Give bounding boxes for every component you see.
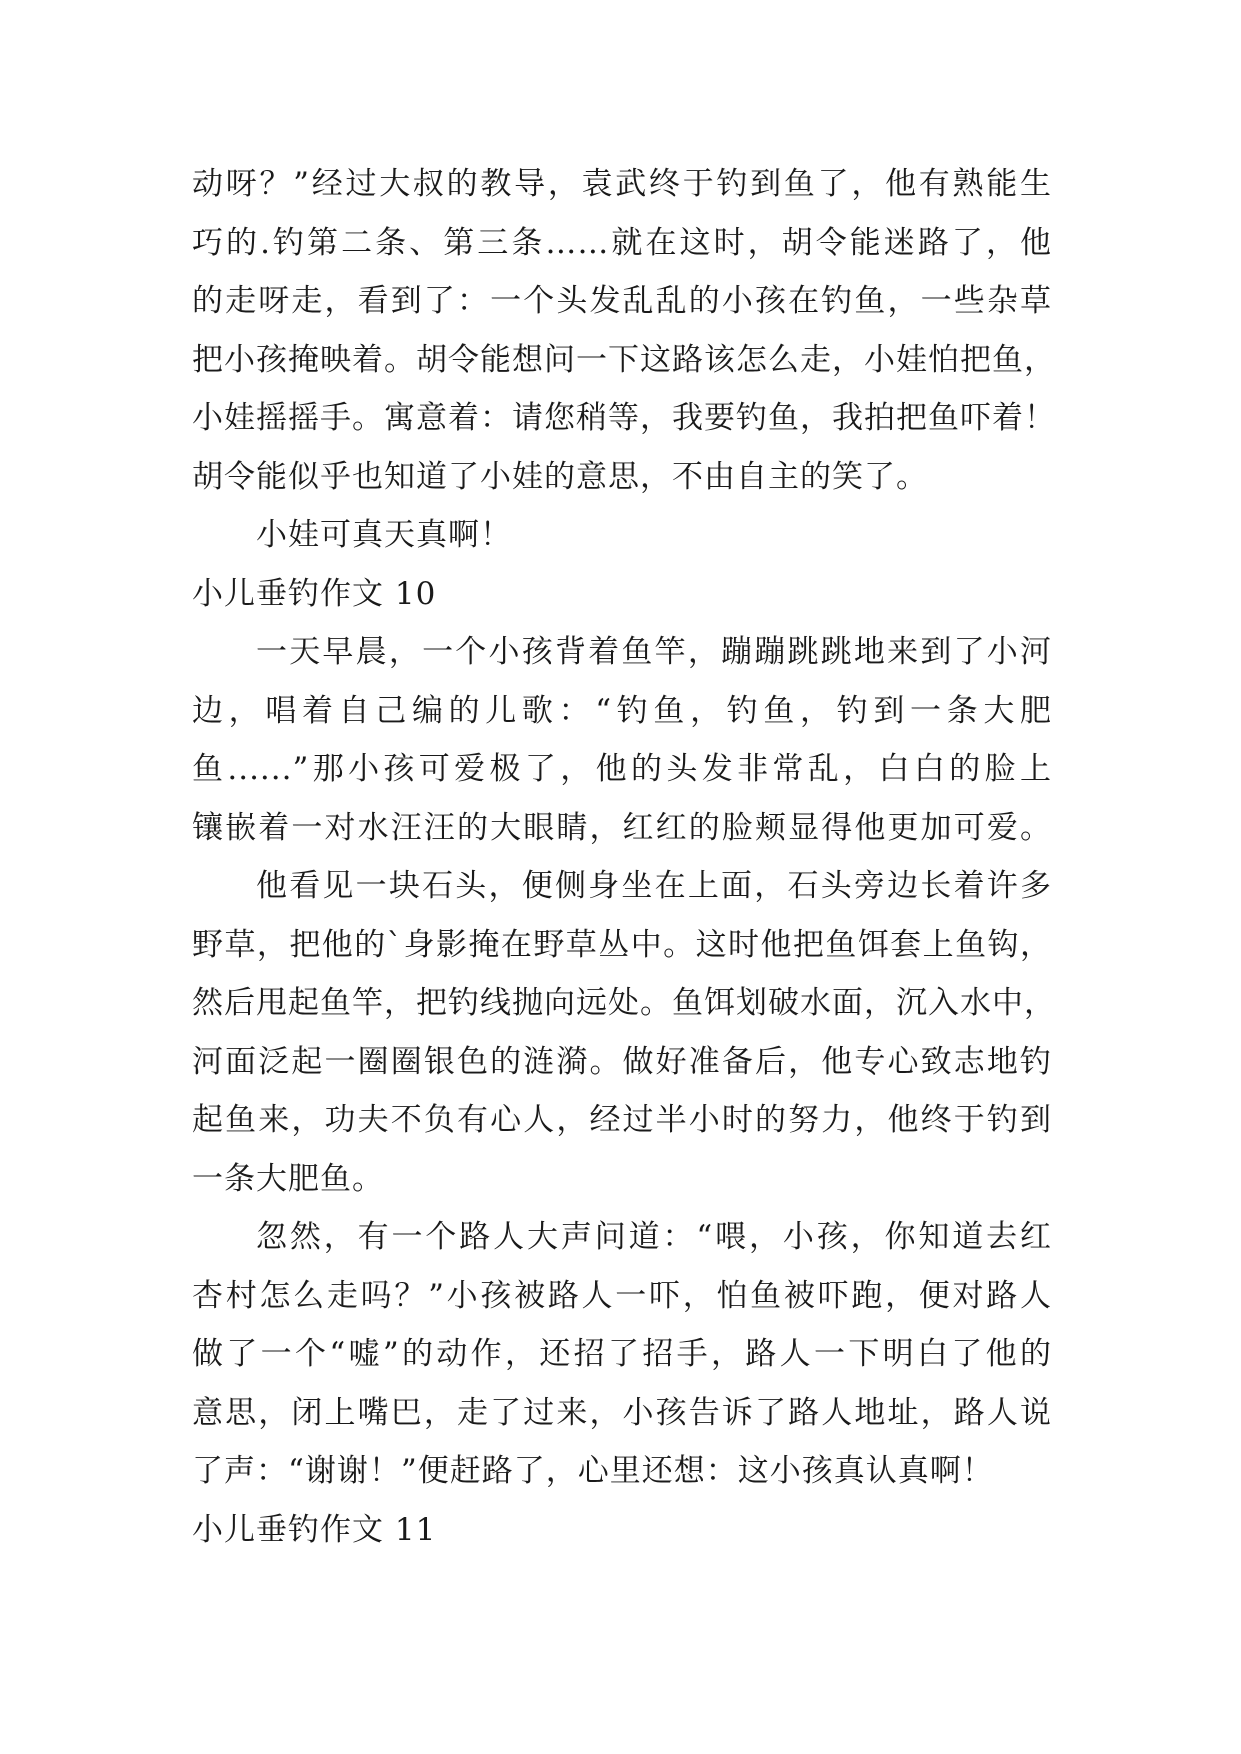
text-line: 小娃可真天真啊！: [256, 517, 512, 553]
text-line: 胡令能似乎也知道了小娃的意思，不由自主的笑了。: [192, 458, 928, 495]
text-line: 巧的.钓第二条、第三条……就在这时，胡令能迷路了，他: [192, 224, 1052, 261]
text-line: 做了一个“嘘”的动作，还招了招手，路人一下明白了他的: [192, 1336, 1052, 1372]
paragraph: [192, 1208, 1052, 1501]
text-line: 一条大肥鱼。: [192, 1160, 384, 1197]
text-line: 忽然，有一个路人大声问道：“喂，小孩，你知道去红: [256, 1219, 1052, 1255]
text-line: 野草，把他的`身影掩在野草丛中。这时他把鱼饵套上鱼钩，: [192, 926, 1052, 963]
paragraph: [192, 623, 1052, 857]
text-line: 河面泛起一圈圈银色的涟漪。做好准备后，他专心致志地钓: [192, 1043, 1052, 1080]
paragraph: [192, 155, 1056, 506]
text-line: 鱼......”那小孩可爱极了，他的头发非常乱，白白的脸上: [192, 751, 1052, 787]
text-line: 起鱼来，功夫不负有心人，经过半小时的努力，他终于钓到: [192, 1102, 1052, 1138]
text-line: 然后甩起鱼竿，把钓线抛向远处。鱼饵划破水面，沉入水中，: [192, 985, 1056, 1021]
text-line: 小娃摇摇手。寓意着：请您稍等，我要钓鱼，我拍把鱼吓着！: [192, 400, 1056, 436]
text-line: 把小孩掩映着。胡令能想问一下这路该怎么走，小娃怕把鱼，: [192, 341, 1056, 378]
text-line: 边，唱着自己编的儿歌：“钓鱼，钓鱼，钓到一条大肥: [192, 692, 1052, 729]
text-line: 杏村怎么走吗？”小孩被路人一吓，怕鱼被吓跑，便对路人: [192, 1277, 1052, 1314]
text-line: 了声：“谢谢！”便赶路了，心里还想：这小孩真认真啊！: [192, 1453, 994, 1489]
text-line: 意思，闭上嘴巴，走了过来，小孩告诉了路人地址，路人说: [192, 1394, 1052, 1431]
text-line: 一天早晨，一个小孩背着鱼竿，蹦蹦跳跳地来到了小河: [256, 634, 1052, 670]
paragraph: [192, 857, 1056, 1208]
text-line: 动呀？”经过大叔的教导，袁武终于钓到鱼了，他有熟能生: [192, 166, 1052, 202]
document-page: [192, 155, 1056, 1559]
section-heading: 小儿垂钓作文 10: [192, 575, 437, 612]
text-line: 他看见一块石头，便侧身坐在上面，石头旁边长着许多: [256, 868, 1052, 904]
section-heading: 小儿垂钓作文 11: [192, 1511, 437, 1548]
text-line: 镶嵌着一对水汪汪的大眼睛，红红的脸颊显得他更加可爱。: [192, 809, 1052, 846]
paragraph: [192, 506, 1052, 565]
text-line: 的走呀走，看到了：一个头发乱乱的小孩在钓鱼，一些杂草: [192, 283, 1052, 319]
